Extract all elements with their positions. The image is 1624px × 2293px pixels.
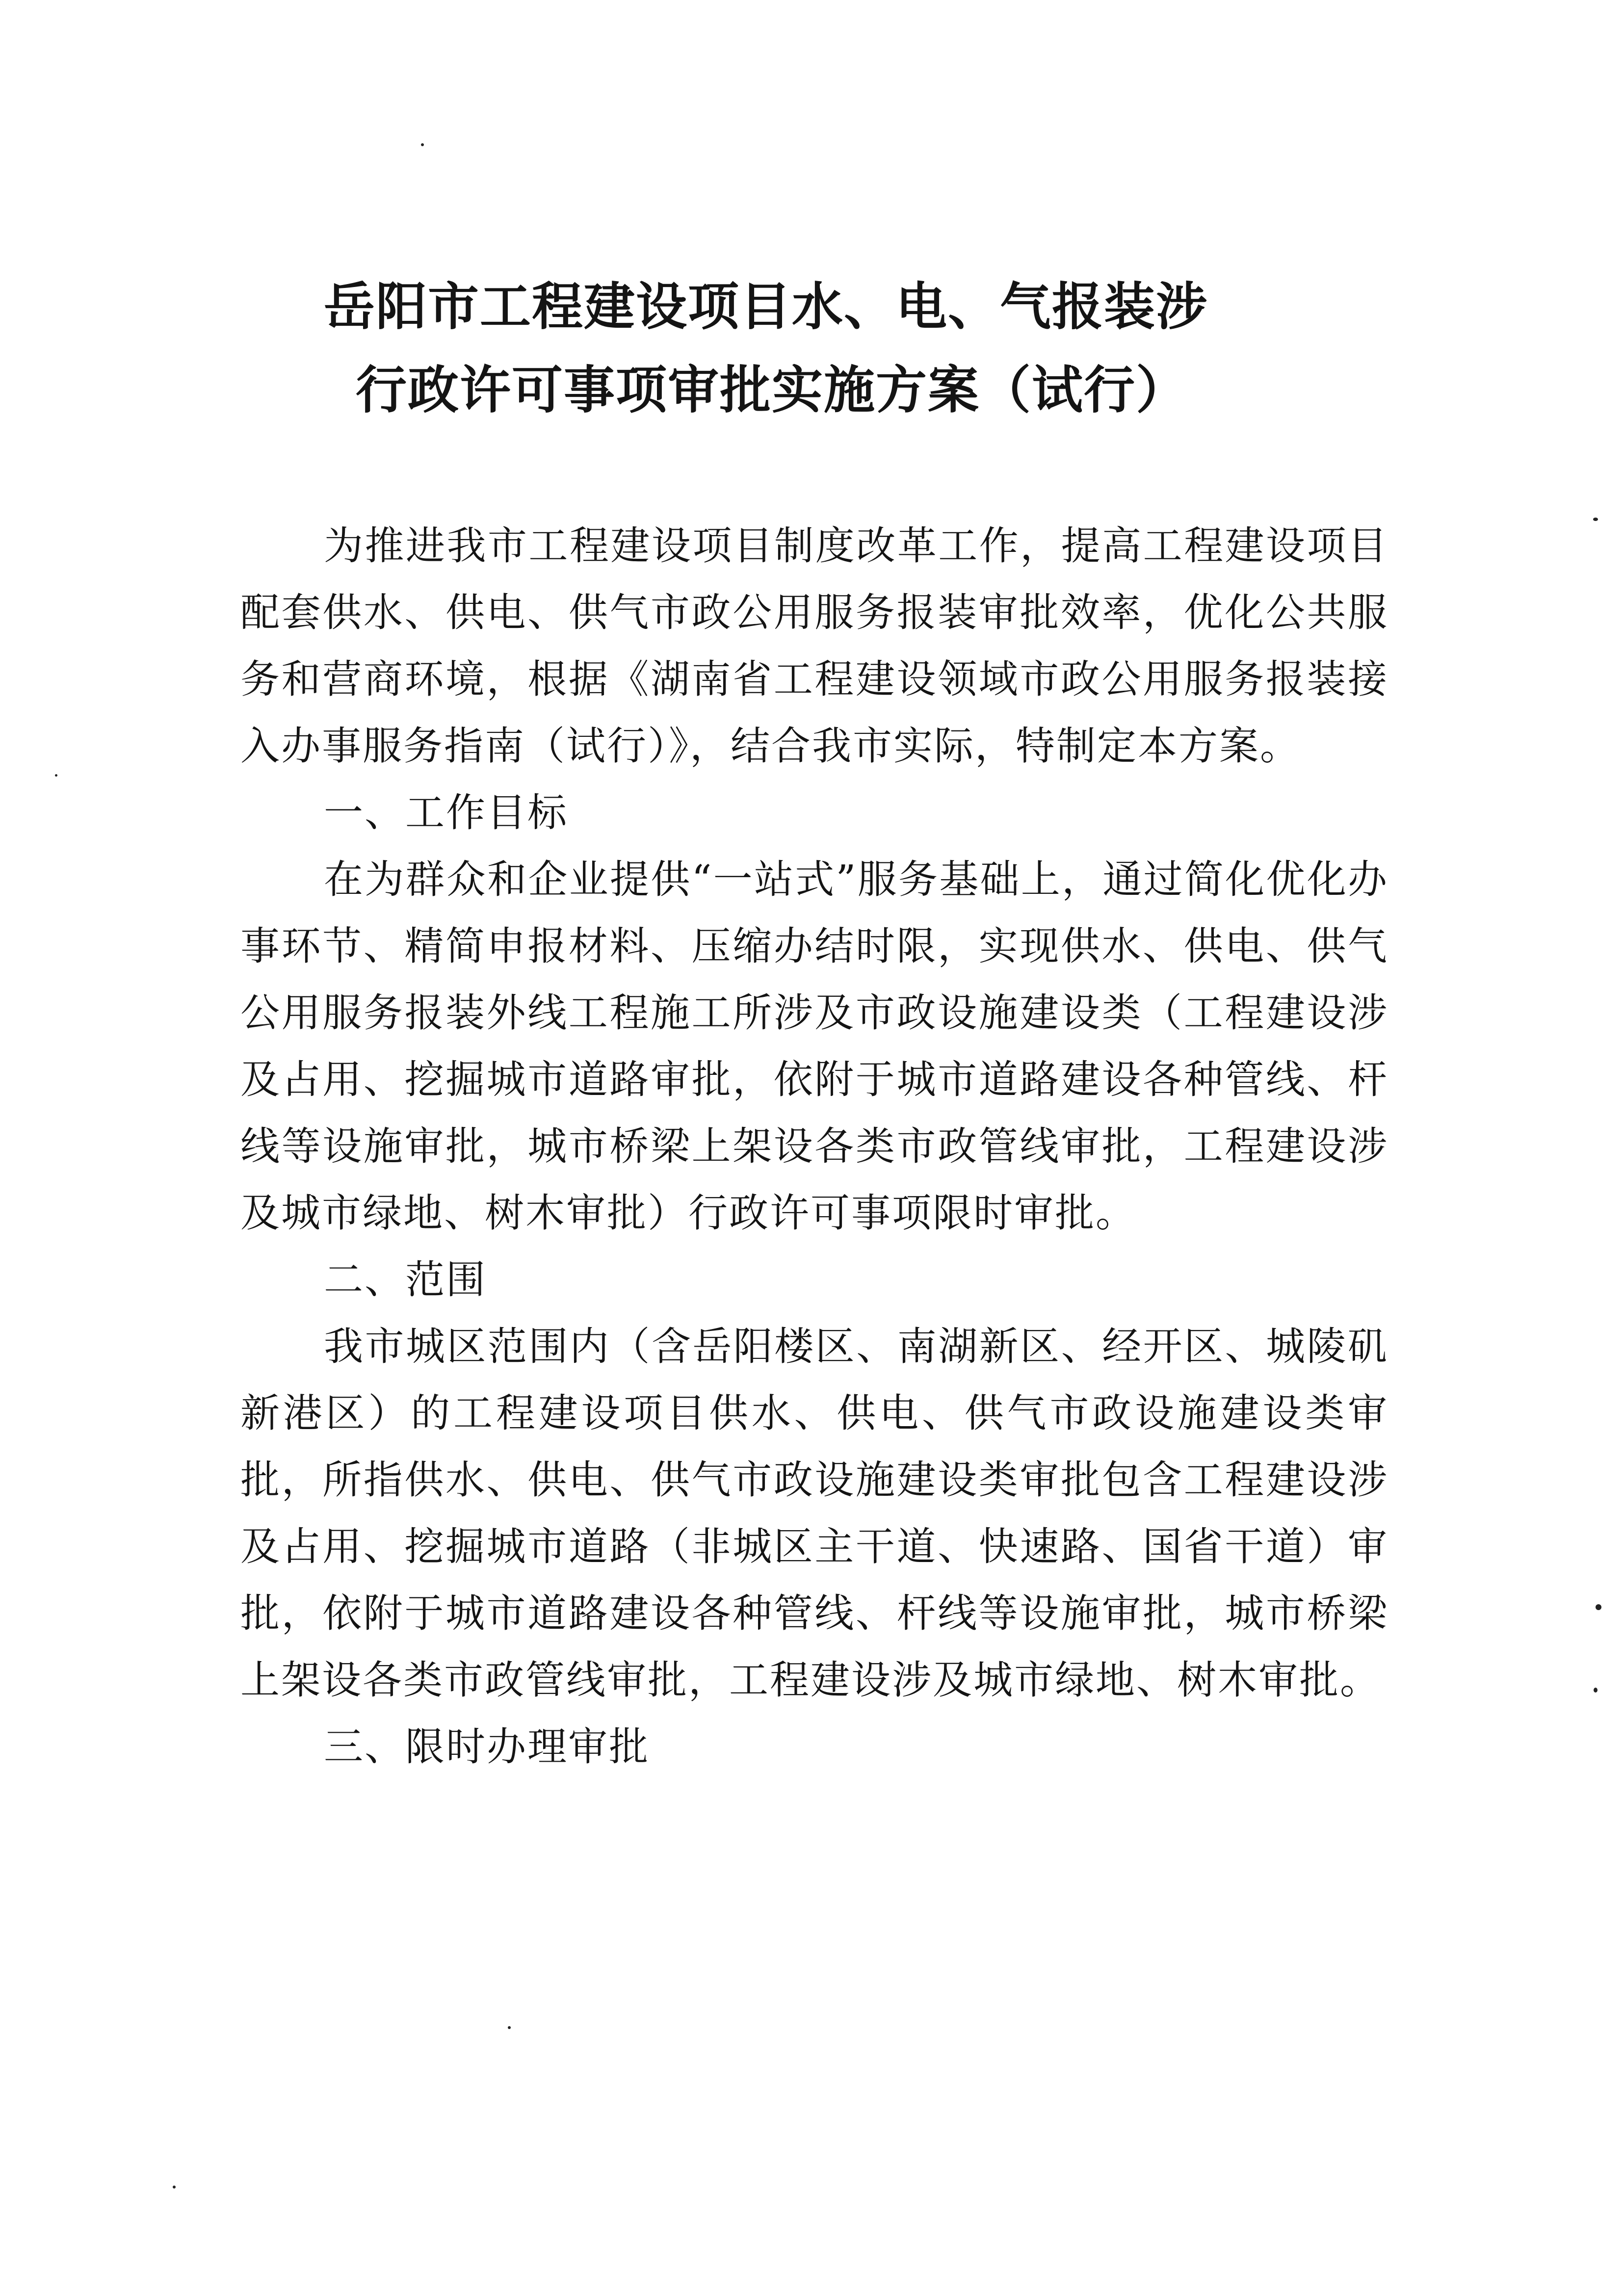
scan-speck: [1596, 1604, 1601, 1610]
document-title: [196, 265, 1423, 432]
title-line-1: 岳阳市工程建设项目水、电、气报装涉: [324, 277, 1208, 337]
section-heading-scope: 二、范围: [324, 1257, 487, 1303]
intro-paragraph: 为推进我市工程建设项目制度改革工作，提高工程建设项目配套供水、供电、供气市政公用服务报装审批效率，优化公共服务和营商环境，根据《湖南省工程建设领域市政公用服务报装接入办事服务指南（试行）》，结合我市实际，特制定本方案。: [240, 523, 1388, 769]
scan-speck: [421, 143, 424, 146]
section-heading-goals: 一、工作目标: [324, 790, 568, 835]
scan-speck: [1593, 518, 1598, 521]
title-line-2: 行政许可事项审批实施方案（试行）: [356, 360, 1188, 420]
section-text-scope: 我市城区范围内（含岳阳楼区、南湖新区、经开区、城陵矶新港区）的工程建设项目供水、供电、供气市政设施建设类审批，所指供水、供电、供气市政设施建设类审批包含工程建设涉及占用、挖掘城市道路（非城区主干道、快速路、国省干道）审批，依附于城市道路建设各种管线、杆线等设施审批，城市桥梁上架设各类市政管线审批，工程建设涉及城市绿地、树木审批。: [240, 1324, 1388, 1703]
scan-speck: [55, 774, 57, 777]
document-body: [240, 513, 1388, 1780]
scan-speck: [173, 2186, 176, 2189]
scan-speck: [508, 2026, 511, 2029]
section-text-goals: 在为群众和企业提供“一站式”服务基础上，通过简化优化办事环节、精简申报材料、压缩办结时限，实现供水、供电、供气公用服务报装外线工程施工所涉及市政设施建设类（工程建设涉及占用、挖掘城市道路审批，依附于城市道路建设各种管线、杆线等设施审批，城市桥梁上架设各类市政管线审批，工程建设涉及城市绿地、树木审批）行政许可事项限时审批。: [240, 857, 1388, 1236]
scan-speck: [1594, 1688, 1598, 1693]
section-heading-time-limit: 三、限时办理审批: [324, 1724, 650, 1770]
